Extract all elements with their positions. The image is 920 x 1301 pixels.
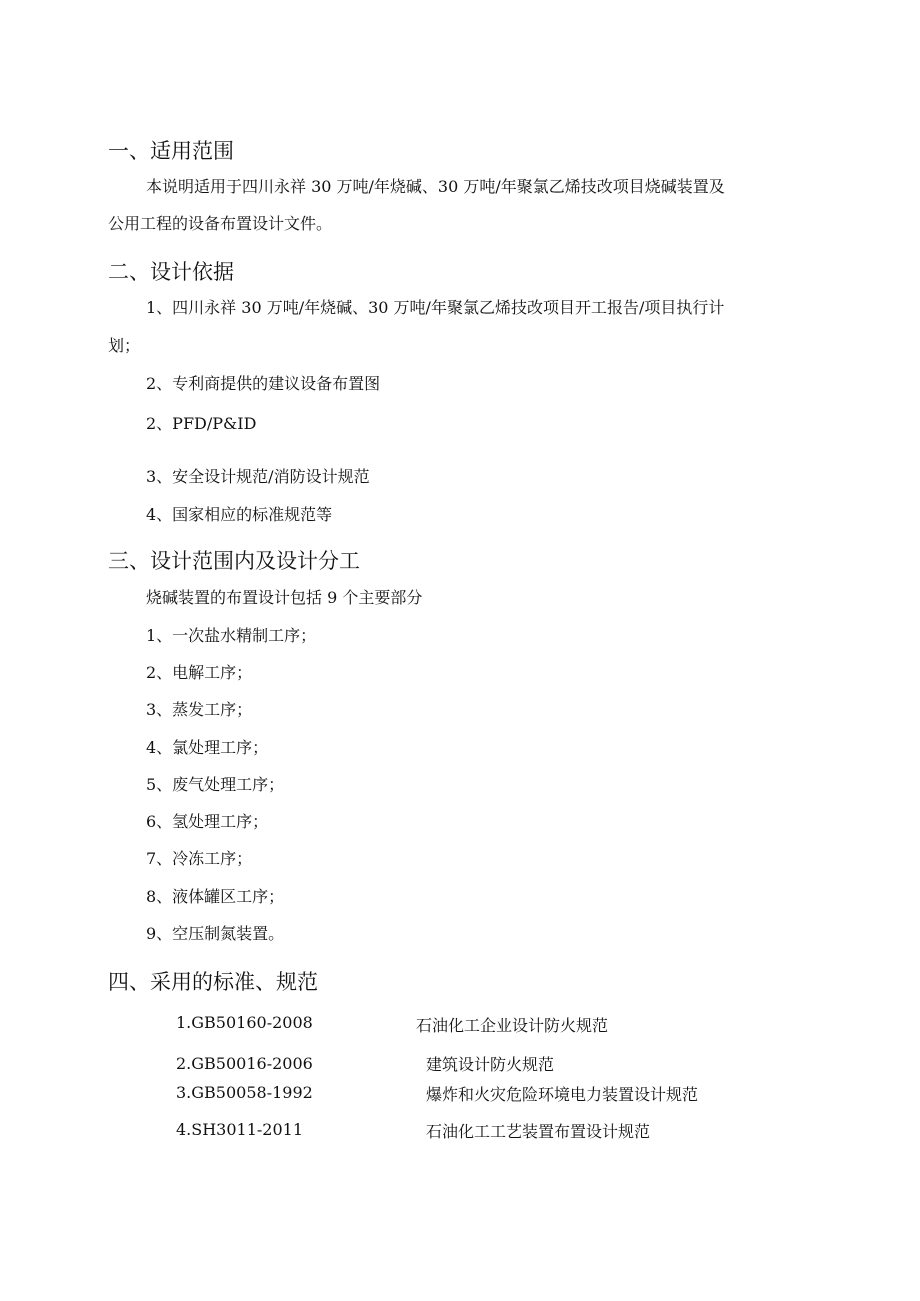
standard-code: 1.GB50160-2008 <box>176 1013 313 1032</box>
standard-code: 3.GB50058-1992 <box>176 1083 313 1102</box>
standard-code: 4.SH3011-2011 <box>176 1120 304 1139</box>
section3-item: 5、废气处理工序； <box>146 775 285 794</box>
section2-item-1: 1、四川永祥 30 万吨/年烧碱、30 万吨/年聚氯乙烯技改项目开工报告/项目执行计 <box>146 298 725 317</box>
section4-heading: 四、采用的标准、规范 <box>108 970 318 994</box>
section3-item: 8、液体罐区工序； <box>146 887 285 906</box>
section2-heading: 二、设计依据 <box>108 260 234 284</box>
section1-paragraph-line2: 公用工程的设备布置设计文件。 <box>108 214 333 233</box>
section2-item-3: 3、安全设计规范/消防设计规范 <box>146 467 370 486</box>
section3-heading: 三、设计范围内及设计分工 <box>108 549 360 573</box>
section2-item-1-cont: 划； <box>108 336 141 355</box>
section3-item: 1、一次盐水精制工序； <box>146 626 317 645</box>
standard-name: 石油化工企业设计防火规范 <box>416 1016 609 1035</box>
section3-item: 6、氢处理工序； <box>146 812 269 831</box>
section3-item: 4、氯处理工序； <box>146 738 269 757</box>
section3-intro: 烧碱装置的布置设计包括 9 个主要部分 <box>146 588 423 607</box>
standard-name: 爆炸和火灾危险环境电力装置设计规范 <box>426 1085 699 1104</box>
section3-item: 2、电解工序； <box>146 663 253 682</box>
section2-item-2: 2、专利商提供的建议设备布置图 <box>146 374 381 393</box>
section2-item-2b: 2、PFD/P&ID <box>146 414 257 433</box>
section1-paragraph-line1: 本说明适用于四川永祥 30 万吨/年烧碱、30 万吨/年聚氯乙烯技改项目烧碱装置及 <box>146 177 725 196</box>
standard-code: 2.GB50016-2006 <box>176 1054 313 1073</box>
section3-item: 3、蒸发工序； <box>146 700 253 719</box>
standard-name: 石油化工工艺装置布置设计规范 <box>426 1122 651 1141</box>
section3-item: 7、冷冻工序； <box>146 849 253 868</box>
section2-item-4: 4、国家相应的标准规范等 <box>146 505 333 524</box>
standard-name: 建筑设计防火规范 <box>426 1055 555 1074</box>
section3-item: 9、空压制氮装置。 <box>146 924 285 943</box>
section1-heading: 一、适用范围 <box>108 139 234 163</box>
